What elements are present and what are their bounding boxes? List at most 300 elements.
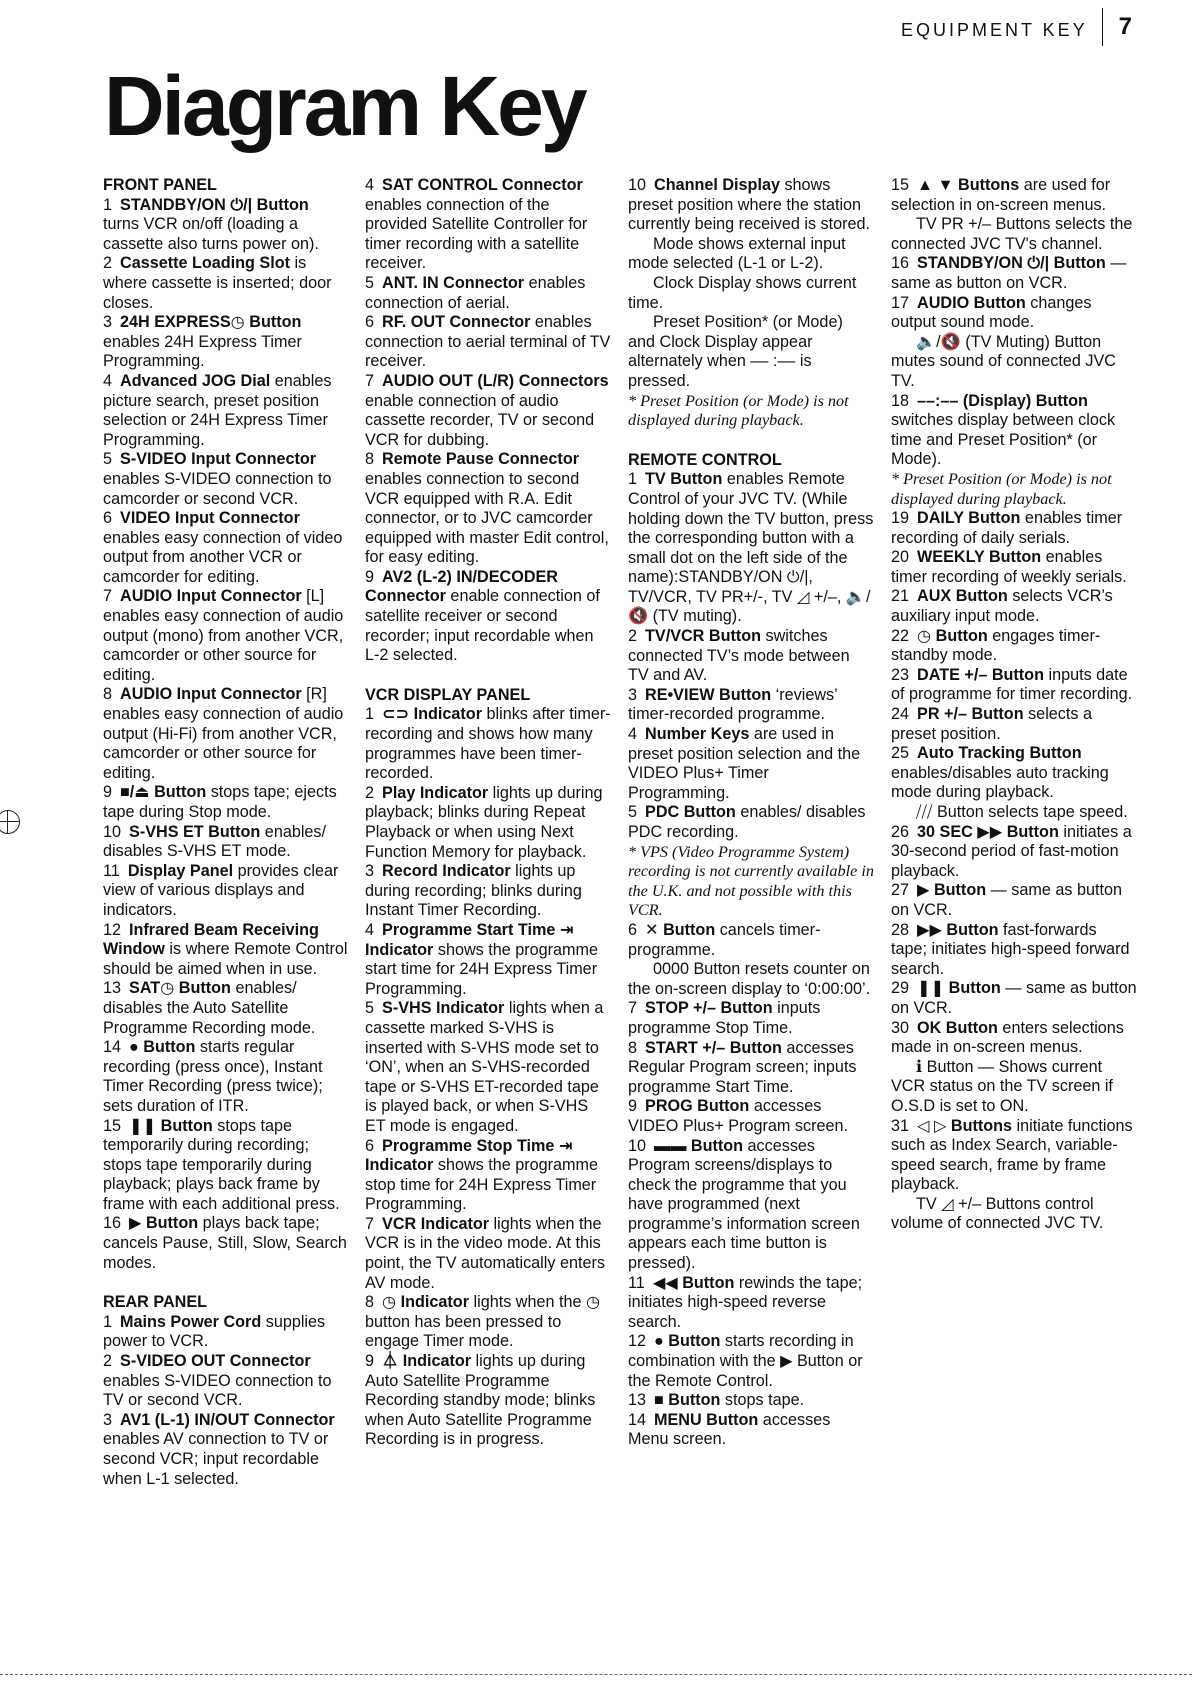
entry-number: 2 [103, 1352, 113, 1371]
entry-description: enables connection of the provided Satellite Controller for timer recording with a satellite receiver. [365, 195, 588, 273]
entry-term: ▶ Button [129, 1214, 199, 1233]
key-entry [365, 568, 611, 666]
key-entry [365, 705, 611, 783]
entry-number: 11 [628, 1273, 645, 1292]
entry-term: ● Button [654, 1332, 721, 1351]
entry-description: enables/ disables the Auto Satellite Programme Recording mode. [103, 979, 316, 1037]
key-entry [365, 1215, 611, 1293]
entry-term: WEEKLY Button [917, 548, 1042, 567]
entry-description: plays back tape; cancels Pause, Still, Slow, Search modes. [103, 1214, 347, 1272]
entry-description: enables AV connection to TV or second VCR; input recordable when L-1 selected. [103, 1430, 329, 1488]
entry-term: STANDBY/ON ⏻/| Button [917, 254, 1106, 273]
key-entry [628, 1274, 874, 1333]
footnote: * VPS (Video Programme System) recording is not currently available in the U.K. and not possible with this VCR. [628, 842, 874, 920]
entry-term: ✕ Button [645, 920, 716, 939]
entry-description: accesses Menu screen. [628, 1410, 831, 1449]
entry-description: accesses VIDEO Plus+ Program screen. [628, 1097, 848, 1135]
entry-term: Cassette Loading Slot [120, 254, 291, 273]
registration-mark [0, 810, 20, 834]
entry-term: ⊂⊃ Indicator [382, 705, 482, 724]
entry-number: 16 [103, 1214, 122, 1233]
section-title: EQUIPMENT KEY [901, 8, 1103, 46]
key-entry [628, 1391, 874, 1411]
entry-term: Programme Stop Time ⇥ Indicator [365, 1136, 573, 1175]
entry-number: 11 [103, 861, 120, 880]
entry-description: inputs programme Stop Time. [628, 999, 821, 1037]
key-subentry [891, 803, 1137, 823]
entry-description: ‘reviews’ timer-recorded programme. [628, 685, 838, 724]
entry-description: supplies power to VCR. [103, 1312, 326, 1351]
entry-description: rewinds the tape; initiates high-speed reverse search. [628, 1273, 863, 1331]
entry-term: Programme Start Time ⇥ Indicator [365, 920, 574, 959]
entry-description: shows the programme start time for 24H Express Timer Programming. [365, 940, 599, 998]
entry-description: shows preset position where the station currently being received is stored. [628, 176, 871, 234]
entry-term: ⧸⧸⧸ Button [916, 803, 984, 821]
entry-description: is where cassette is inserted; door closes. [103, 254, 332, 312]
page-header [901, 8, 1132, 46]
entry-number: 10 [628, 1136, 647, 1155]
entry-number: 19 [891, 509, 910, 528]
entry-description: selects tape speed. [983, 803, 1128, 821]
section-heading: REAR PANEL [103, 1293, 208, 1312]
key-entry [365, 921, 611, 999]
entry-term: Number Keys [645, 725, 750, 744]
entry-number: 25 [891, 744, 910, 763]
entry-term: Channel Display [654, 176, 780, 194]
entry-number: 10 [628, 176, 647, 194]
entry-term: 30 SEC ▶▶ Button [917, 822, 1059, 841]
entry-term: Mains Power Cord [120, 1312, 262, 1331]
key-entry [628, 999, 874, 1038]
key-entry [103, 685, 349, 783]
entry-number: 9 [103, 783, 113, 802]
entry-description: engages timer-standby mode. [891, 626, 1101, 665]
entry-number: 13 [103, 979, 122, 998]
entry-number: 5 [365, 273, 375, 292]
key-entry [365, 176, 611, 274]
column-4 [891, 176, 1137, 1234]
entry-term: S-VHS ET Button [129, 822, 261, 841]
key-subentry [628, 235, 874, 274]
entry-number: 28 [891, 920, 910, 939]
entry-description: resets counter on the on-screen display to ‘0:00:00’. [628, 960, 871, 998]
key-subentry [891, 333, 1137, 392]
key-entry [891, 509, 1137, 548]
entry-description: enables connection to aerial terminal of TV receiver. [365, 313, 611, 371]
entry-description: lights when the VCR is in the video mode. At this point, the TV automatically enters AV mode. [365, 1214, 605, 1292]
entry-term: AV1 (L-1) IN/OUT Connector [120, 1410, 335, 1429]
entry-term: AUDIO OUT (L/R) Connectors [382, 371, 609, 390]
entry-number: 9 [365, 1352, 375, 1371]
key-entry [891, 921, 1137, 980]
entry-term: 24H EXPRESS◷ Button [120, 313, 302, 332]
entry-description: switches connected TV’s mode between TV and AV. [628, 627, 850, 685]
entry-number: 29 [891, 979, 910, 998]
entry-description: stops tape; ejects tape during Stop mode. [103, 783, 337, 821]
entry-term: TV/VCR Button [645, 627, 762, 646]
entry-number: 17 [891, 293, 910, 312]
entry-number: 15 [891, 176, 910, 194]
entry-term: DATE +/– Button [917, 665, 1044, 684]
entry-term: ◷ Indicator [382, 1293, 469, 1312]
key-subentry [628, 313, 874, 391]
entry-description: cancels timer-programme. [628, 920, 821, 959]
key-entry [891, 254, 1137, 293]
entry-description: control volume of connected JVC TV. [891, 1194, 1104, 1233]
entry-number: 1 [628, 470, 638, 489]
entry-description: shows external input mode selected (L-1 or L-2). [628, 234, 846, 273]
key-entry [891, 627, 1137, 666]
entry-number: 2 [365, 783, 375, 802]
entry-description: enables/ disables PDC recording. [628, 803, 866, 841]
entry-number: 7 [365, 1214, 375, 1233]
entry-description: switches display between clock time and Preset Position* (or Mode). [891, 411, 1116, 469]
key-entry [103, 1313, 349, 1352]
entry-description: stops tape temporarily during recording; stops tape temporarily during playback; plays back frame by frame with each additional press. [103, 1116, 340, 1213]
entry-term: TV ◿ +/– Buttons [916, 1194, 1041, 1213]
entry-description: — same as button on VCR. [891, 979, 1137, 1017]
entry-description: inputs date of programme for timer recording. [891, 665, 1133, 704]
section-heading: FRONT PANEL [103, 176, 217, 194]
entry-term: START +/– Button [645, 1038, 782, 1057]
entry-number: 4 [628, 725, 638, 744]
entry-term: PR +/– Button [917, 705, 1024, 724]
key-entry [891, 548, 1137, 587]
key-entry [365, 372, 611, 450]
entry-number: 20 [891, 548, 910, 567]
entry-number: 2 [103, 254, 113, 273]
entry-number: 1 [365, 705, 375, 724]
entry-term: Mode [653, 234, 694, 253]
entry-description: lights up during playback; blinks during Repeat Playback or when using Next Function Memory for playback. [365, 783, 603, 861]
entry-description: changes output sound mode. [891, 293, 1092, 332]
entry-term: ℹ Button [916, 1057, 974, 1076]
footnote: * Preset Position (or Mode) is not displayed during playback. [628, 391, 849, 430]
key-entry [628, 1411, 874, 1450]
entry-description: — same as button on VCR. [891, 881, 1122, 919]
entry-number: 22 [891, 626, 910, 645]
entry-term: ▬▬ Button [654, 1136, 744, 1155]
entry-term: ▶ Button [917, 881, 987, 900]
entry-number: 12 [628, 1332, 647, 1351]
entry-description: [L] enables easy connection of audio output (mono) from another VCR, camcorder or other source for editing. [103, 587, 344, 684]
entry-term: MENU Button [654, 1410, 759, 1429]
entry-description: provides clear view of various displays and indicators. [103, 861, 339, 919]
entry-term: ● Button [129, 1038, 196, 1057]
key-subentry [628, 274, 874, 313]
entry-description: are used for selection in on-screen menus. [891, 176, 1111, 214]
entry-term: VIDEO Input Connector [120, 509, 300, 528]
entry-term: ◀◀ Button [652, 1273, 735, 1292]
entry-description: — Shows current VCR status on the TV screen if O.S.D is set to ON. [891, 1057, 1113, 1115]
entry-number: 3 [103, 1410, 113, 1429]
entry-description: enters selections made in on-screen menus. [891, 1018, 1124, 1057]
entry-number: 26 [891, 822, 910, 841]
entry-term: OK Button [917, 1018, 998, 1037]
entry-description: enable connection of audio cassette recorder, TV or second VCR for dubbing. [365, 391, 595, 449]
entry-number: 9 [628, 1097, 638, 1116]
entry-number: 7 [103, 587, 113, 606]
entry-number: 4 [103, 371, 113, 390]
entry-description: enables connection to second VCR equipped with R.A. Edit connector, or to JVC camcorder equipped with master Edit control, for easy editing. [365, 469, 609, 567]
entry-description: stops tape. [720, 1391, 805, 1410]
entry-description: enable connection of satellite receiver or second recorder; input recordable when L-2 selected. [365, 587, 600, 665]
entry-description: fast-forwards tape; initiates high-speed forward search. [891, 920, 1130, 978]
key-entry [103, 1214, 349, 1273]
key-entry [103, 196, 349, 255]
key-entry [628, 470, 874, 627]
entry-number: 5 [365, 999, 375, 1018]
entry-term: ⏃ Indicator [382, 1352, 472, 1371]
entry-description: selects a preset position. [891, 705, 1092, 743]
entry-term: SAT CONTROL Connector [382, 176, 583, 194]
entry-description: starts recording in combination with the ▶ Button or the Remote Control. [628, 1332, 863, 1390]
entry-description: enables S-VIDEO connection to camcorder or second VCR. [103, 469, 332, 508]
entry-term: Clock Display [653, 273, 752, 292]
key-entry [365, 999, 611, 1136]
entry-number: 6 [365, 313, 375, 332]
entry-description: enables Remote Control of your JVC TV. (While holding down the TV button, press the corresponding button with a small dot on the left side of the name):STANDBY/ON ⏻/|, TV/VCR, TV PR+/-, TV ◿ +/–, 🔈/🔇 (TV muting). [628, 470, 874, 626]
entry-number: 14 [103, 1038, 122, 1057]
key-subentry [891, 1195, 1137, 1234]
entry-number: 23 [891, 665, 910, 684]
key-entry [103, 862, 349, 921]
entry-term: AV2 (L-2) IN/DECODER Connector [365, 567, 558, 606]
entry-description: blinks after timer-recording and shows how many programmes have been timer-recorded. [365, 705, 611, 783]
entry-number: 8 [365, 450, 375, 469]
key-entry [103, 509, 349, 587]
entry-term: DAILY Button [917, 509, 1021, 528]
key-entry [103, 1117, 349, 1215]
entry-number: 6 [103, 509, 113, 528]
entry-number: 1 [103, 195, 113, 214]
entry-term: ◷ Button [917, 626, 988, 645]
entry-number: 9 [365, 567, 375, 586]
key-entry [891, 587, 1137, 626]
entry-description: accesses Program screens/displays to check the programme that you have programmed (next programme’s information screen appears each time button is pressed). [628, 1136, 860, 1273]
entry-number: 6 [628, 920, 638, 939]
entry-number: 2 [628, 627, 638, 646]
entry-term: Remote Pause Connector [382, 450, 580, 469]
entry-term: S-VHS Indicator [382, 999, 505, 1018]
entry-number: 31 [891, 1116, 910, 1135]
key-entry [365, 1293, 611, 1352]
key-entry [365, 274, 611, 313]
entry-term: ▲ ▼ Buttons [917, 176, 1020, 194]
key-entry [628, 1332, 874, 1391]
entry-number: 15 [103, 1116, 122, 1135]
entry-description: [R] enables easy connection of audio output (Hi-Fi) from another VCR, camcorder or other source for editing. [103, 685, 344, 782]
entry-description: initiates a 30-second period of fast-motion playback. [891, 822, 1132, 880]
entry-term: TV PR +/– Buttons [916, 215, 1051, 234]
entry-description: enables timer recording of weekly serials. [891, 548, 1127, 586]
entry-number: 8 [628, 1038, 638, 1057]
entry-number: 27 [891, 881, 910, 900]
key-entry [103, 823, 349, 862]
entry-description: is where Remote Control should be aimed when in use. [103, 940, 348, 978]
key-entry [891, 705, 1137, 744]
footnote: * Preset Position (or Mode) is not displayed during playback. [891, 469, 1112, 508]
entry-number: 8 [365, 1293, 375, 1312]
entry-number: 3 [628, 685, 638, 704]
entry-description: enables picture search, preset position selection or 24H Express Timer Programming. [103, 371, 332, 449]
entry-number: 18 [891, 391, 910, 410]
entry-term: STOP +/– Button [645, 999, 773, 1018]
page-number: 7 [1118, 13, 1132, 40]
entry-description: enables/disables auto tracking mode during playback. [891, 763, 1109, 802]
entry-term: TV Button [645, 470, 723, 489]
entry-term: ▶▶ Button [917, 920, 999, 939]
key-entry [628, 1097, 874, 1136]
key-entry [891, 744, 1137, 803]
key-entry [891, 1117, 1137, 1195]
key-entry [628, 803, 874, 842]
entry-description: mutes sound of connected JVC TV. [891, 352, 1116, 390]
entry-description: lights when a cassette marked S-VHS is inserted with S-VHS mode set to ‘ON’, when an S-VHS-recorded tape or S-VHS ET-recorded tape is played back, or when S-VHS ET mode is engaged. [365, 999, 604, 1135]
entry-number: 21 [891, 587, 910, 606]
entry-description: Preset Position* (or Mode) and Clock Display appear alternately when –– :–– is pressed. [628, 313, 843, 390]
entry-term: RF. OUT Connector [382, 313, 531, 332]
entry-description: are used in preset position selection and the VIDEO Plus+ Timer Programming. [628, 725, 861, 802]
entry-description: enables timer recording of daily serials. [891, 509, 1123, 547]
page-title: Diagram Key [104, 59, 585, 153]
entry-description: enables S-VIDEO connection to TV or second VCR. [103, 1371, 332, 1410]
key-entry [628, 1137, 874, 1274]
entry-term: ❚❚ Button [917, 979, 1001, 998]
entry-number: 5 [103, 450, 113, 469]
entry-description: selects VCR’s auxiliary input mode. [891, 587, 1113, 626]
entry-term: ■ Button [654, 1391, 721, 1410]
key-entry [103, 1411, 349, 1489]
entry-term: PDC Button [645, 803, 736, 822]
entry-number: 3 [103, 313, 113, 332]
key-entry [365, 450, 611, 568]
entry-number: 14 [628, 1410, 647, 1429]
key-entry [103, 979, 349, 1038]
entry-number: 30 [891, 1018, 910, 1037]
entry-description: enables/ disables S-VHS ET mode. [103, 822, 327, 861]
entry-description: lights up during recording; blinks during Instant Timer Recording. [365, 862, 582, 920]
entry-description: — same as button on VCR. [891, 254, 1127, 292]
entry-term: SAT◷ Button [129, 979, 231, 998]
entry-number: 10 [103, 822, 122, 841]
entry-term: Advanced JOG Dial [120, 371, 271, 390]
entry-term: VCR Indicator [382, 1214, 490, 1233]
key-entry [891, 666, 1137, 705]
entry-term: AUDIO Button [917, 293, 1026, 312]
key-entry [891, 176, 1137, 215]
key-subentry [891, 1058, 1137, 1117]
entry-description: lights when the ◷ button has been pressed to engage Timer mode. [365, 1293, 601, 1351]
entry-term: RE•VIEW Button [645, 685, 772, 704]
entry-term: 0000 Button [653, 960, 741, 979]
entry-description: lights up during Auto Satellite Programme Recording standby mode; blinks when Auto Satellite Programme Recording is in progress. [365, 1352, 596, 1449]
entry-number: 8 [103, 685, 113, 704]
entry-term: AUDIO Input Connector [120, 587, 302, 606]
entry-term: ❚❚ Button [129, 1116, 213, 1135]
entry-description: shows current time. [628, 273, 857, 312]
key-entry [891, 294, 1137, 333]
column-2 [365, 176, 611, 1450]
column-3 [628, 176, 874, 1450]
key-entry [891, 881, 1137, 920]
key-entry [628, 686, 874, 725]
key-entry [103, 921, 349, 980]
entry-term: AUX Button [917, 587, 1008, 606]
entry-term: Infrared Beam Receiving Window [103, 920, 319, 959]
section-heading: VCR DISPLAY PANEL [365, 685, 531, 704]
column-1 [103, 176, 349, 1489]
entry-description: starts regular recording (press once), Instant Timer Recording (press twice); sets duration of ITR. [103, 1038, 323, 1115]
entry-description: enables connection of aerial. [365, 273, 586, 312]
entry-term: ANT. IN Connector [382, 273, 525, 292]
key-entry [628, 1039, 874, 1098]
key-entry [891, 979, 1137, 1018]
entry-number: 4 [365, 920, 375, 939]
key-entry [628, 725, 874, 803]
entry-description: enables easy connection of video output from another VCR or camcorder for editing. [103, 528, 343, 586]
entry-number: 13 [628, 1391, 647, 1410]
entry-number: 5 [628, 803, 638, 822]
entry-number: 16 [891, 254, 910, 273]
entry-term: Record Indicator [382, 862, 511, 881]
key-subentry [891, 215, 1137, 254]
entry-term: Auto Tracking Button [917, 744, 1082, 763]
key-entry [628, 921, 874, 960]
entry-description: turns VCR on/off (loading a cassette also turns power on). [103, 215, 319, 253]
entry-term: S-VIDEO OUT Connector [120, 1352, 311, 1371]
key-entry [628, 627, 874, 686]
key-entry [891, 392, 1137, 470]
key-entry [365, 784, 611, 862]
entry-term: ––:–– (Display) Button [917, 391, 1088, 410]
entry-term: STANDBY/ON ⏻/| Button [120, 195, 309, 214]
entry-term: ◁ ▷ Buttons [917, 1116, 1013, 1135]
entry-term: S-VIDEO Input Connector [120, 450, 317, 469]
entry-number: 4 [365, 176, 375, 194]
entry-description: initiate functions such as Index Search, variable-speed search, frame by frame playback. [891, 1116, 1133, 1194]
key-entry [103, 372, 349, 450]
key-entry [365, 862, 611, 921]
entry-description: shows the programme stop time for 24H Express Timer Programming. [365, 1156, 599, 1214]
key-entry [103, 783, 349, 822]
entry-term: Display Panel [127, 861, 234, 880]
key-subentry [628, 960, 874, 999]
section-heading: REMOTE CONTROL [628, 450, 782, 469]
entry-term: Play Indicator [382, 783, 489, 802]
key-entry [103, 254, 349, 313]
entry-number: 7 [365, 371, 375, 390]
key-entry [103, 587, 349, 685]
key-entry [891, 823, 1137, 882]
entry-term: 🔈/🔇 (TV Muting) Button [916, 332, 1102, 351]
entry-term: ■/⏏ Button [120, 783, 207, 802]
crop-line [0, 1674, 1192, 1675]
key-entry [891, 1019, 1137, 1058]
key-entry [628, 176, 874, 235]
entry-description: selects the connected JVC TV's channel. [891, 215, 1133, 253]
key-entry [365, 1137, 611, 1215]
entry-number: 12 [103, 920, 122, 939]
entry-term: PROG Button [645, 1097, 750, 1116]
entry-number: 7 [628, 999, 638, 1018]
entry-number: 6 [365, 1136, 375, 1155]
key-entry [365, 1352, 611, 1450]
key-entry [365, 313, 611, 372]
key-entry [103, 1352, 349, 1411]
key-entry [103, 313, 349, 372]
key-entry [103, 1038, 349, 1116]
